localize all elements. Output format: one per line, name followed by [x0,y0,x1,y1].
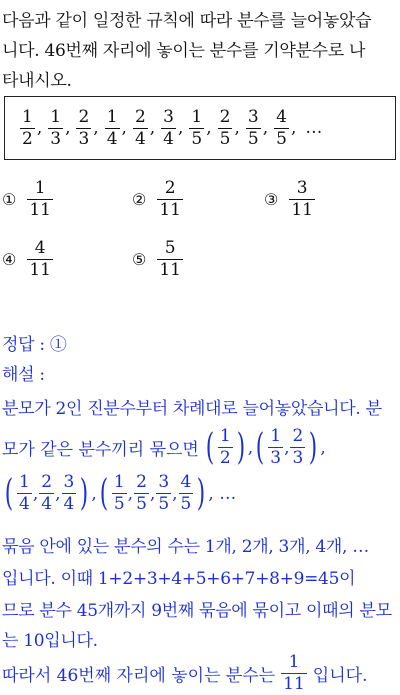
sequence-comma: , [290,118,297,138]
group-separator: , [91,483,97,504]
group-fraction: $\frac{2}{5}$ [136,472,147,514]
sequence-fraction: $\frac{1}{5}$ [191,106,203,149]
sequence-item [188,106,213,149]
close-paren: ) [80,472,89,514]
sequence-fraction: $\frac{1}{2}$ [22,106,33,149]
explanation-line-6: 므로 분수 45개까지 9번째 묶음에 묶이고 이때의 분모 [2,601,392,621]
group-fraction: $\frac{1}{4}$ [19,472,30,514]
group-fraction: $\frac{4}{5}$ [180,472,192,514]
sequence-comma: , [65,118,71,138]
explanation-line-3 [2,474,236,513]
sequence-ellipsis: … [305,118,323,138]
choice-5-fraction: $\frac{5}{11}$ [159,238,181,280]
sequence-comma: , [121,118,127,138]
choice-4-label: ④ [2,250,17,269]
explanation-line-3-groups [2,474,208,513]
choice-5-label: ⑤ [132,250,147,269]
fraction-comma: , [172,483,178,504]
sequence-fraction: $\frac{3}{5}$ [247,106,259,149]
group-fraction: $\frac{1}{5}$ [113,472,125,514]
explanation-line-3-tail: , … [208,483,237,504]
choice-3[interactable] [264,180,316,219]
sequence-item [19,106,44,149]
question-line-1: 다음과 같이 일정한 규칙에 따라 분수를 늘어놓았습 [2,11,372,31]
fraction-comma: , [127,483,134,504]
sequence-fraction: $\frac{2}{3}$ [78,106,90,149]
choice-5[interactable] [132,240,184,279]
sequence-item [160,106,185,149]
choice-1-label: ① [2,190,17,209]
explanation-label: 해설 : [2,365,45,385]
explanation-line-8-after: 입니다. [312,666,368,686]
explanation-line-2-text: 모가 같은 분수끼리 묶으면 [2,440,199,460]
fraction-comma: , [284,437,290,458]
sequence-fraction: $\frac{2}{4}$ [134,106,146,149]
sequence-comma: , [262,118,269,138]
explanation-line-8-fraction: $\frac{1}{11}$ [283,652,305,694]
group-fraction: $\frac{2}{3}$ [292,426,304,468]
sequence-comma: , [36,118,43,138]
sequence-item [75,106,100,149]
close-paren: ) [197,472,206,514]
explanation-line-7: 는 10입니다. [2,631,98,651]
open-paren: ( [99,472,109,514]
open-paren: ( [4,472,14,514]
fraction-comma: , [55,483,61,504]
choice-1-fraction: $\frac{1}{11}$ [29,178,51,220]
choice-4[interactable] [2,240,54,279]
sequence-item [217,106,242,149]
sequence-fraction: $\frac{2}{5}$ [219,106,231,149]
answer-label: 정답 : ① [2,335,67,355]
sequence-item [104,106,129,149]
sequence-comma: , [149,118,156,138]
explanation-line-8 [2,654,367,693]
group-fraction: $\frac{1}{3}$ [270,426,282,468]
sequence-item [47,106,72,149]
fraction-comma: , [149,483,156,504]
open-paren: ( [255,426,265,468]
question-line-3: 타내시오. [2,71,72,91]
group-fraction: $\frac{3}{5}$ [158,472,170,514]
choice-1[interactable] [2,180,54,219]
sequence-box [4,96,396,160]
sequence-comma: , [178,118,184,138]
sequence-item [273,106,298,149]
sequence-fraction: $\frac{1}{3}$ [50,106,62,149]
explanation-line-4: 묶음 안에 있는 분수의 수는 1개, 2개, 3개, 4개, … [2,537,369,557]
explanation-line-2 [2,428,326,467]
trailing-comma: , [320,437,326,458]
explanation-line-8-before: 따라서 46번째 자리에 놓이는 분수는 [2,666,276,686]
explanation-line-1: 분모가 2인 진분수부터 차례대로 늘어놓았습니다. 분 [2,399,382,419]
sequence-comma: , [93,118,99,138]
open-paren: ( [205,426,215,468]
group-fraction: $\frac{1}{2}$ [219,426,231,468]
question-line-2: 니다. 46번째 자리에 놓이는 분수를 기약분수로 나 [2,41,366,61]
group-separator: , [247,437,254,458]
group-fraction: $\frac{3}{4}$ [63,472,75,514]
sequence-fraction: $\frac{1}{4}$ [106,106,118,149]
choice-2-label: ② [132,190,147,209]
sequence-comma: , [206,118,212,138]
choice-2[interactable] [132,180,184,219]
sequence-comma: , [234,118,240,138]
explanation-line-5: 입니다. 이때 1+2+3+4+5+6+7+8+9=45이 [2,569,356,589]
sequence-item [132,106,157,149]
sequence-item [245,106,270,149]
fraction-comma: , [32,483,39,504]
explanation-line-2-groups [203,428,326,467]
choice-3-fraction: $\frac{3}{11}$ [291,178,313,220]
sequence-fractions [19,106,301,149]
choice-3-label: ③ [264,190,279,209]
choice-2-fraction: $\frac{2}{11}$ [159,178,181,220]
group-fraction: $\frac{2}{4}$ [41,472,53,514]
sequence-fraction: $\frac{4}{5}$ [276,106,287,149]
choice-4-fraction: $\frac{4}{11}$ [29,238,51,280]
close-paren: ) [309,426,318,468]
sequence-fraction: $\frac{3}{4}$ [163,106,174,149]
close-paren: ) [236,426,245,468]
